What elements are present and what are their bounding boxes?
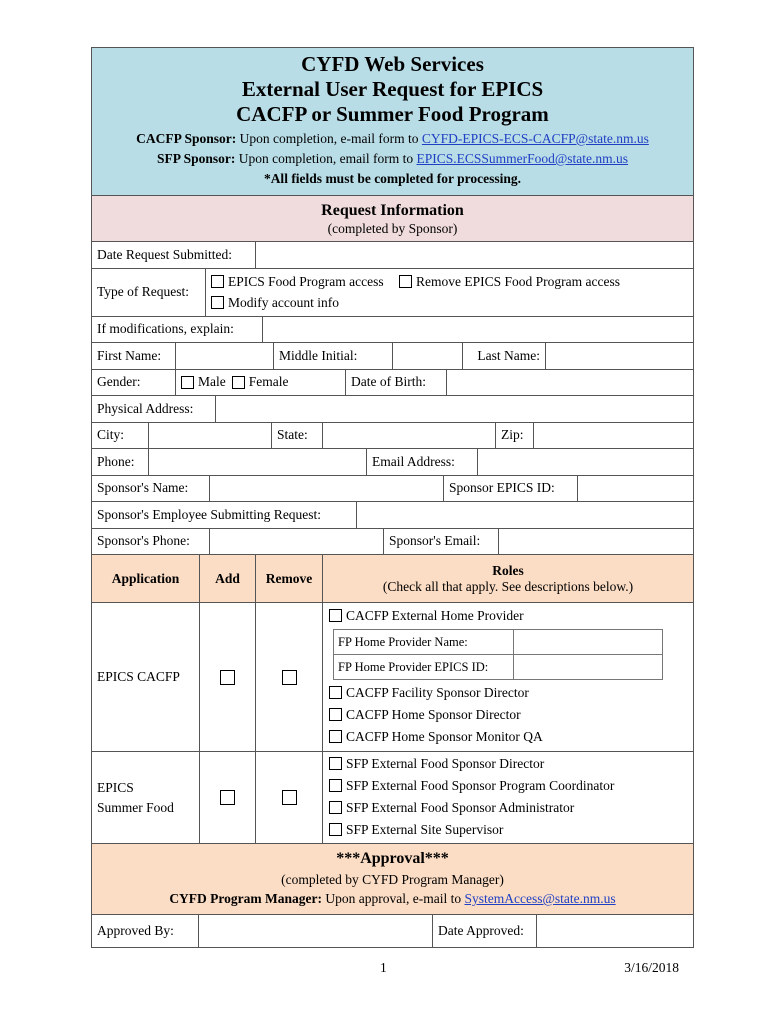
col-add: Add xyxy=(200,555,256,602)
manager-label: CYFD Program Manager: xyxy=(169,891,323,906)
state-label: State: xyxy=(272,423,323,449)
dob-label: Date of Birth: xyxy=(346,370,447,396)
cacfp-email-link[interactable]: CYFD-EPICS-ECS-CACFP@state.nm.us xyxy=(421,131,649,146)
state-field[interactable] xyxy=(323,423,496,449)
cacfp-role-checkbox[interactable] xyxy=(329,730,342,743)
page-number: 1 xyxy=(380,960,387,975)
sponsor-phone-label: Sponsor's Phone: xyxy=(92,529,210,555)
email-label: Email Address: xyxy=(367,449,478,475)
request-info-title: Request Information xyxy=(321,202,464,219)
cacfp-role-checkbox[interactable] xyxy=(329,686,342,699)
title-line-3: CACFP or Summer Food Program xyxy=(236,102,549,126)
modifications-label: If modifications, explain: xyxy=(92,317,263,343)
date-submitted-field[interactable] xyxy=(256,242,693,268)
sponsor-name-field[interactable] xyxy=(210,476,444,502)
modify-checkbox[interactable] xyxy=(211,296,224,309)
zip-label: Zip: xyxy=(496,423,534,449)
title-line-1: CYFD Web Services xyxy=(301,52,484,76)
cacfp-role-label: CACFP Facility Sponsor Director xyxy=(346,685,529,700)
roles-table-header xyxy=(92,555,693,603)
sfp-remove-checkbox[interactable] xyxy=(282,790,297,805)
remove-access-checkbox[interactable] xyxy=(399,275,412,288)
date-approved-label: Date Approved: xyxy=(433,915,537,947)
sponsor-employee-field[interactable] xyxy=(357,502,693,528)
approved-by-label: Approved By: xyxy=(92,915,199,947)
sponsor-name-label: Sponsor's Name: xyxy=(92,476,210,502)
city-field[interactable] xyxy=(149,423,272,449)
request-info-section xyxy=(92,196,693,242)
middle-initial-field[interactable] xyxy=(393,343,463,369)
col-roles: Roles xyxy=(492,562,524,578)
phone-label: Phone: xyxy=(92,449,149,475)
request-form xyxy=(91,47,694,948)
sfp-add-checkbox[interactable] xyxy=(220,790,235,805)
cacfp-home-provider-label: CACFP External Home Provider xyxy=(346,608,524,623)
cacfp-sponsor-label: CACFP Sponsor: xyxy=(136,131,237,146)
type-of-request-label: Type of Request: xyxy=(92,269,206,316)
sfp-row xyxy=(92,752,693,844)
sfp-app-label-2: Summer Food xyxy=(97,799,174,815)
manager-email-link[interactable]: SystemAccess@state.nm.us xyxy=(464,891,616,906)
modify-option-label: Modify account info xyxy=(228,295,339,310)
first-name-label: First Name: xyxy=(92,343,176,369)
access-checkbox[interactable] xyxy=(211,275,224,288)
approval-section xyxy=(92,844,693,915)
fp-provider-name-field[interactable] xyxy=(514,630,662,654)
sfp-email-link[interactable]: EPICS.ECSSummerFood@state.nm.us xyxy=(416,151,629,166)
date-approved-field[interactable] xyxy=(537,915,693,947)
last-name-label: Last Name: xyxy=(463,343,546,369)
fp-provider-id-field[interactable] xyxy=(514,655,662,679)
sfp-role-checkbox[interactable] xyxy=(329,779,342,792)
remove-access-option-label: Remove EPICS Food Program access xyxy=(416,274,620,289)
required-note: *All fields must be completed for processing. xyxy=(263,171,522,186)
cacfp-row xyxy=(92,603,693,752)
cacfp-add-checkbox[interactable] xyxy=(220,670,235,685)
fp-provider-id-label: FP Home Provider EPICS ID: xyxy=(334,655,514,679)
male-checkbox[interactable] xyxy=(181,376,194,389)
zip-field[interactable] xyxy=(534,423,693,449)
sponsor-id-label: Sponsor EPICS ID: xyxy=(444,476,578,502)
cacfp-role-checkbox[interactable] xyxy=(329,708,342,721)
sfp-role-label: SFP External Food Sponsor Program Coordinator xyxy=(346,778,615,793)
col-roles-note: (Check all that apply. See descriptions below.) xyxy=(382,578,634,594)
approval-title: ***Approval*** xyxy=(336,850,449,867)
approved-by-field[interactable] xyxy=(199,915,433,947)
sfp-sponsor-label: SFP Sponsor: xyxy=(156,151,236,166)
phone-field[interactable] xyxy=(149,449,367,475)
modifications-field[interactable] xyxy=(263,317,693,343)
col-application: Application xyxy=(92,555,200,602)
middle-initial-label: Middle Initial: xyxy=(274,343,393,369)
sfp-role-label: SFP External Site Supervisor xyxy=(346,822,504,837)
email-field[interactable] xyxy=(478,449,693,475)
fp-provider-table xyxy=(333,629,663,680)
cacfp-app-label: EPICS CACFP xyxy=(92,603,200,751)
sponsor-email-label: Sponsor's Email: xyxy=(384,529,499,555)
sfp-role-checkbox[interactable] xyxy=(329,801,342,814)
city-label: City: xyxy=(92,423,149,449)
approval-subtitle: (completed by CYFD Program Manager) xyxy=(281,872,504,887)
sfp-role-checkbox[interactable] xyxy=(329,757,342,770)
address-label: Physical Address: xyxy=(92,396,216,422)
cacfp-sponsor-text: Upon completion, e-mail form to xyxy=(239,131,419,146)
sfp-app-label-1: EPICS xyxy=(97,779,134,795)
cacfp-remove-checkbox[interactable] xyxy=(282,670,297,685)
form-header xyxy=(92,48,693,196)
title-line-2: External User Request for EPICS xyxy=(241,77,544,101)
gender-label: Gender: xyxy=(92,370,176,396)
fp-provider-name-label: FP Home Provider Name: xyxy=(334,630,514,654)
sponsor-email-field[interactable] xyxy=(499,529,693,555)
female-checkbox[interactable] xyxy=(232,376,245,389)
sfp-role-checkbox[interactable] xyxy=(329,823,342,836)
sponsor-employee-label: Sponsor's Employee Submitting Request: xyxy=(92,502,357,528)
access-option-label: EPICS Food Program access xyxy=(228,274,384,289)
cacfp-role-label: CACFP Home Sponsor Director xyxy=(346,707,521,722)
first-name-field[interactable] xyxy=(176,343,274,369)
male-label: Male xyxy=(198,374,226,390)
dob-field[interactable] xyxy=(447,370,693,396)
sponsor-id-field[interactable] xyxy=(578,476,693,502)
cacfp-home-provider-checkbox[interactable] xyxy=(329,609,342,622)
date-submitted-label: Date Request Submitted: xyxy=(92,242,256,268)
cacfp-role-label: CACFP Home Sponsor Monitor QA xyxy=(346,729,543,744)
col-remove: Remove xyxy=(256,555,323,602)
last-name-field[interactable] xyxy=(546,343,693,369)
sfp-role-label: SFP External Food Sponsor Administrator xyxy=(346,800,575,815)
sfp-sponsor-text: Upon completion, email form to xyxy=(238,151,414,166)
address-field[interactable] xyxy=(216,396,693,422)
request-info-subtitle: (completed by Sponsor) xyxy=(327,221,458,236)
manager-text: Upon approval, e-mail to xyxy=(325,891,462,906)
footer-date: 3/16/2018 xyxy=(624,960,679,975)
sponsor-phone-field[interactable] xyxy=(210,529,384,555)
sfp-role-label: SFP External Food Sponsor Director xyxy=(346,756,545,771)
female-label: Female xyxy=(248,374,289,390)
